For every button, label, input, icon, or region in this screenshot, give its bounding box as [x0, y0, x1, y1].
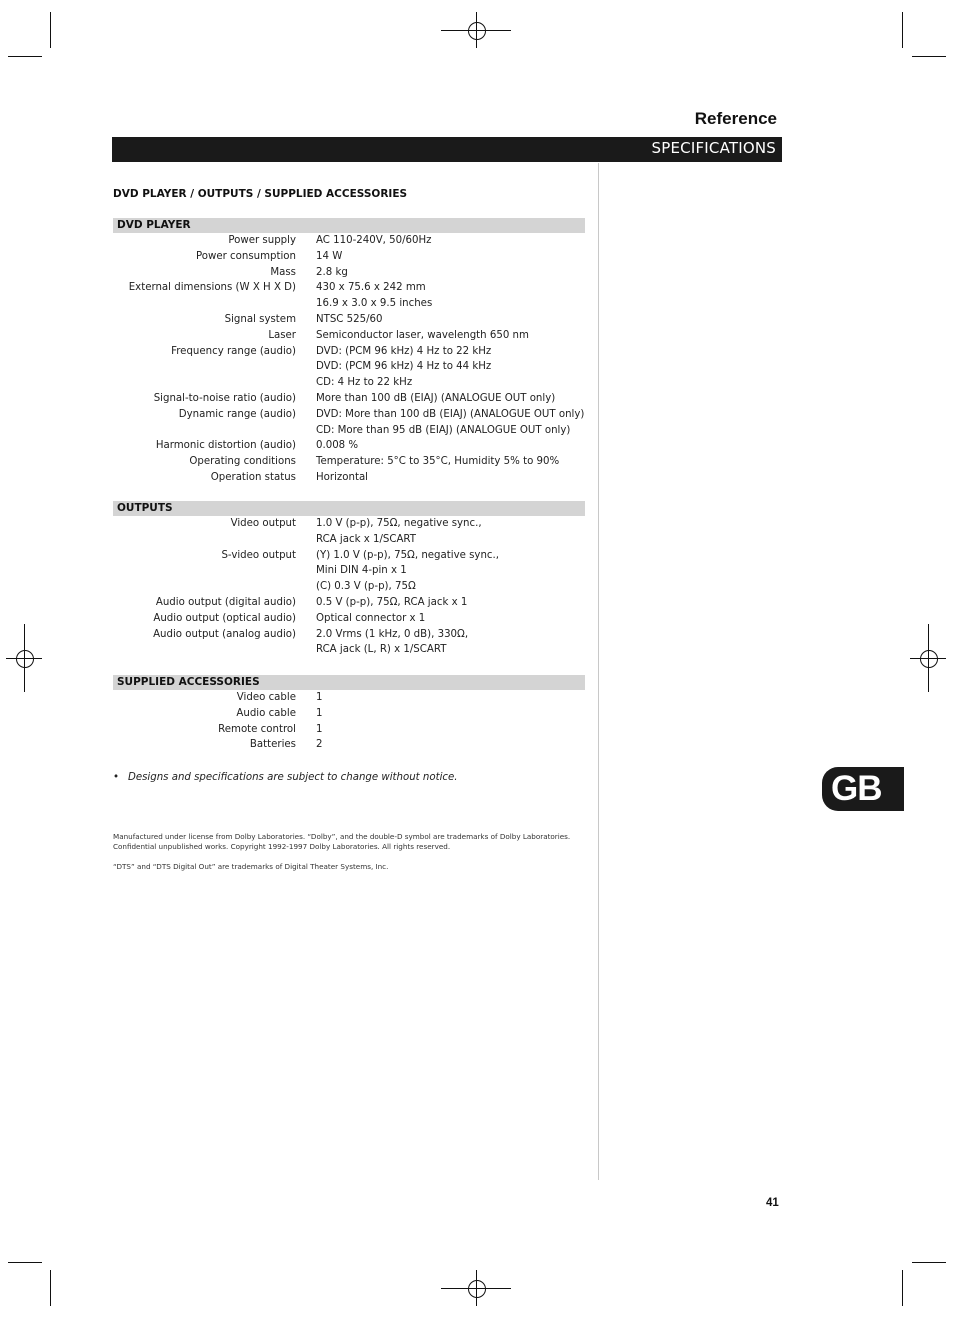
spec-value: 2	[316, 739, 323, 751]
spec-value: 1	[316, 707, 323, 719]
title-bar	[112, 137, 782, 162]
bullet: •	[113, 772, 120, 783]
spec-row	[113, 423, 585, 439]
spec-label: Frequency range (audio)	[171, 345, 296, 357]
spec-value: 1	[316, 692, 323, 703]
section-header	[113, 501, 585, 516]
spec-row	[113, 516, 585, 532]
spec-row	[113, 579, 585, 595]
spec-value: NTSC 525/60	[316, 313, 383, 325]
spec-row	[113, 532, 585, 548]
spec-row	[113, 375, 585, 391]
spec-label: Remote control	[218, 723, 296, 735]
spec-value: DVD: (PCM 96 kHz) 4 Hz to 22 kHz	[316, 345, 492, 357]
spec-label: Power consumption	[196, 250, 296, 262]
notice-text: Designs and specifications are subject to change without notice.	[128, 772, 458, 783]
page-title: SPECIFICATIONS	[651, 139, 776, 157]
spec-label: Audio output (digital audio)	[155, 596, 296, 608]
spec-row	[113, 233, 585, 249]
spec-value: RCA jack (L, R) x 1/SCART	[316, 644, 447, 656]
spec-value: CD: 4 Hz to 22 kHz	[316, 377, 413, 389]
spec-label: Audio output (optical audio)	[153, 612, 296, 624]
page-number: 41	[766, 1197, 779, 1209]
spec-row	[113, 722, 585, 738]
spec-label: Audio cable	[236, 707, 296, 719]
dolby-line: Manufactured under license from Dolby Laboratories. “Dolby”, and the double-D symbol are trademarks of Dolby Laboratories.	[113, 832, 571, 841]
spec-value: DVD: More than 100 dB (EIAJ) (ANALOGUE OUT only)	[316, 408, 585, 420]
spec-value: Optical connector x 1	[316, 612, 426, 624]
language-tab-label: GB	[831, 769, 882, 808]
spec-row	[113, 312, 585, 328]
column-divider	[598, 163, 599, 1180]
section-header-label: OUTPUTS	[117, 502, 173, 514]
spec-label: Audio output (analog audio)	[153, 628, 296, 640]
spec-row	[113, 265, 585, 281]
dolby-line: Confidential unpublished works. Copyright 1992-1997 Dolby Laboratories. All rights reserved.	[113, 842, 451, 851]
spec-label: Harmonic distortion (audio)	[155, 440, 296, 452]
spec-value: (Y) 1.0 V (p-p), 75Ω, negative sync.,	[316, 549, 499, 561]
spec-row	[113, 611, 585, 627]
spec-label: Signal-to-noise ratio (audio)	[153, 392, 296, 404]
spec-row	[113, 359, 585, 375]
spec-row	[113, 328, 585, 344]
spec-value: Mini DIN 4-pin x 1	[316, 565, 407, 577]
spec-value: DVD: (PCM 96 kHz) 4 Hz to 44 kHz	[316, 361, 492, 373]
spec-row	[113, 438, 585, 454]
dolby-notice	[113, 832, 570, 852]
dts-notice: “DTS” and “DTS Digital Out” are trademarks of Digital Theater Systems, Inc.	[113, 862, 389, 871]
spec-value: (C) 0.3 V (p-p), 75Ω	[316, 581, 416, 593]
section-header	[113, 218, 585, 233]
spec-value: 16.9 x 3.0 x 9.5 inches	[316, 298, 433, 310]
spec-label: Laser	[268, 329, 296, 341]
spec-value: CD: More than 95 dB (EIAJ) (ANALOGUE OUT only)	[316, 424, 571, 436]
section-title: Reference	[694, 109, 777, 128]
section-dvd-player	[113, 218, 585, 486]
spec-value: 430 x 75.6 x 242 mm	[316, 282, 426, 294]
spec-row	[113, 454, 585, 470]
spec-row	[113, 642, 585, 658]
spec-value: Horizontal	[316, 471, 369, 483]
spec-row	[113, 249, 585, 265]
spec-value: 0.5 V (p-p), 75Ω, RCA jack x 1	[316, 596, 468, 608]
spec-row	[113, 627, 585, 643]
main-heading: DVD PLAYER / OUTPUTS / SUPPLIED ACCESSORIES	[113, 188, 408, 200]
spec-row	[113, 563, 585, 579]
spec-value: 1	[316, 723, 323, 735]
spec-value: Semiconductor laser, wavelength 650 nm	[316, 329, 529, 341]
spec-row	[113, 548, 585, 564]
spec-value: More than 100 dB (EIAJ) (ANALOGUE OUT only)	[316, 392, 556, 404]
spec-row	[113, 391, 585, 407]
section-header-label: SUPPLIED ACCESSORIES	[117, 676, 260, 688]
spec-value: Temperature: 5°C to 35°C, Humidity 5% to 90%	[316, 456, 560, 468]
spec-value: 2.8 kg	[316, 266, 348, 278]
spec-value: 1.0 V (p-p), 75Ω, negative sync.,	[316, 518, 482, 529]
section-header	[113, 675, 585, 690]
language-tab	[822, 767, 904, 811]
spec-label: Video cable	[236, 692, 296, 703]
spec-value: 0.008 %	[316, 440, 359, 452]
spec-label: Dynamic range (audio)	[178, 408, 296, 420]
spec-label: Video output	[230, 518, 296, 529]
section-header-label: DVD PLAYER	[117, 219, 191, 231]
spec-row	[113, 706, 585, 722]
spec-label: Signal system	[224, 313, 296, 325]
spec-value: 2.0 Vrms (1 kHz, 0 dB), 330Ω,	[316, 628, 469, 640]
spec-value: RCA jack x 1/SCART	[316, 533, 416, 545]
spec-row	[113, 595, 585, 611]
spec-row	[113, 737, 585, 753]
spec-row	[113, 344, 585, 360]
section-supplied-accessories	[113, 675, 585, 753]
spec-label: Operation status	[210, 471, 296, 483]
spec-label: External dimensions (W X H X D)	[128, 282, 296, 294]
spec-label: Power supply	[228, 235, 296, 246]
spec-row	[113, 470, 585, 486]
spec-row	[113, 280, 585, 296]
spec-value: AC 110-240V, 50/60Hz	[316, 235, 432, 246]
section-outputs	[113, 501, 585, 658]
spec-row	[113, 296, 585, 312]
spec-value: 14 W	[316, 250, 343, 262]
spec-label: Batteries	[249, 739, 296, 751]
spec-label: S-video output	[221, 549, 296, 561]
spec-row	[113, 407, 585, 423]
spec-row	[113, 690, 585, 706]
spec-label: Mass	[270, 266, 296, 278]
spec-label: Operating conditions	[189, 456, 296, 468]
